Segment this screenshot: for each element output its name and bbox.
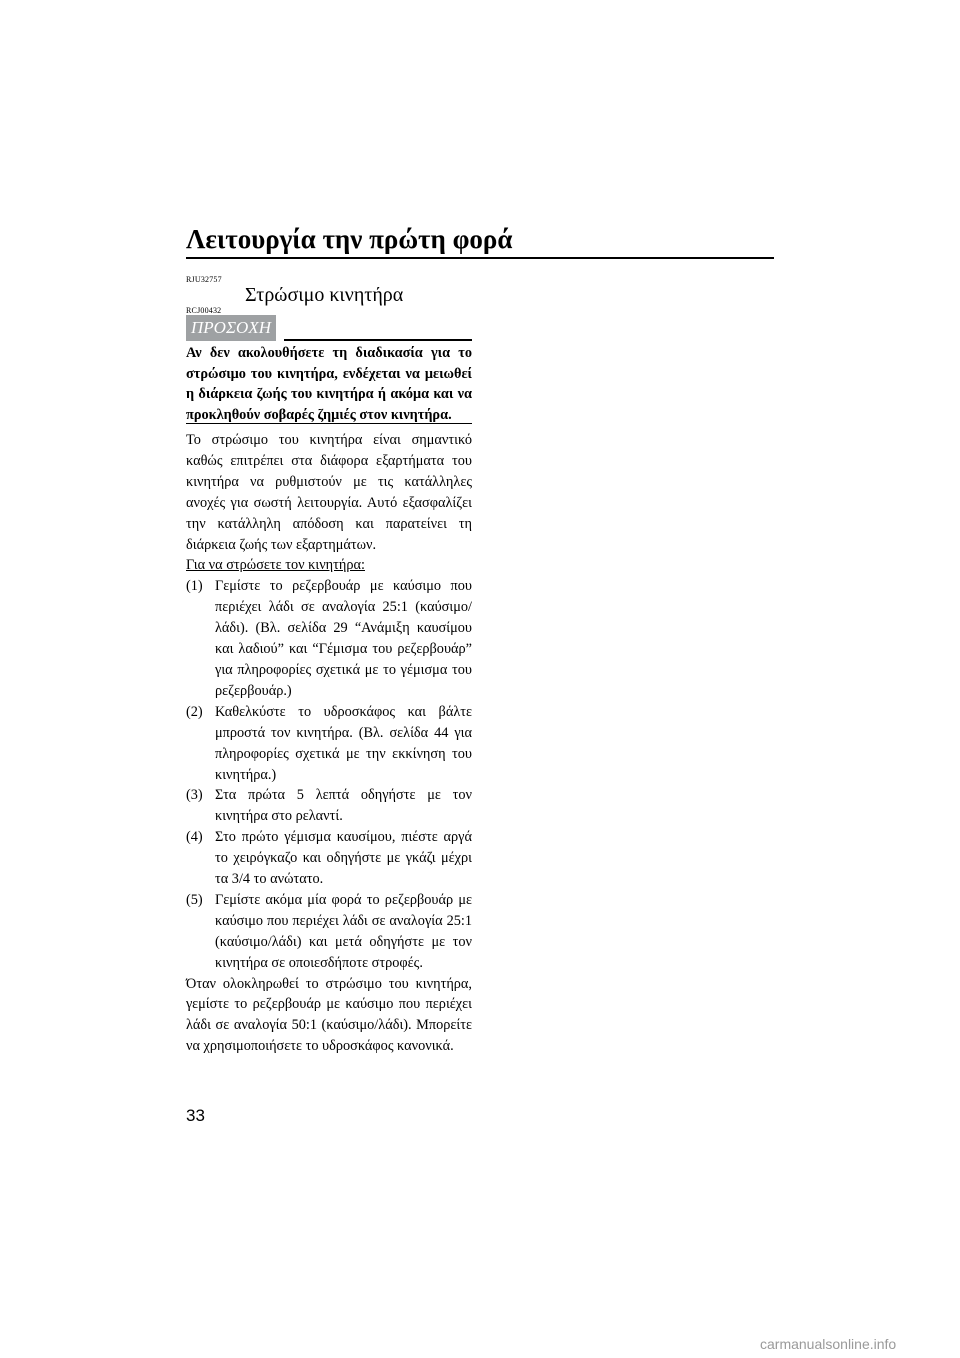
step-number: (2)	[186, 703, 203, 720]
list-item	[186, 785, 472, 827]
body-text	[186, 430, 472, 1057]
procedure-subheading: Για να στρώσετε τον κινητήρα:	[186, 557, 365, 574]
step-text: Γεμίστε ακόμα μία φορά το ρεζερβουάρ με καύσιμο που περιέχει λάδι σε αναλογία 25:1 (καύσιμο/λάδι) και μετά οδηγήστε με τον κινητήρα σε οποιεσδήποτε στροφές.	[215, 891, 472, 971]
intro-paragraph: Το στρώσιμο του κινητήρα είναι σημαντικό καθώς επιτρέπει στα διάφορα εξαρτήματα του κινητήρα να ρυθμιστούν με τις κατάλληλες ανοχές για σωστή λειτουργία. Αυτό εξασφαλίζει την κατάλληλη απόδοση και παρατείνει τη διάρκεια ζωής των εξαρτημάτων.	[186, 432, 472, 553]
list-item	[186, 702, 472, 786]
step-text: Στο πρώτο γέμισμα καυσίμου, πιέστε αργά το χειρόγκαζο και οδηγήστε με γκάζι μέχρι τα 3/4 το ανώτατο.	[215, 829, 472, 888]
list-item	[186, 890, 472, 974]
caution-header	[186, 315, 472, 341]
section-ref-code: RJU32757	[186, 275, 222, 284]
step-number: (1)	[186, 578, 203, 595]
step-text: Στα πρώτα 5 λεπτά οδηγήστε με τον κινητήρα στο ρελαντί.	[215, 787, 472, 825]
step-text: Γεμίστε το ρεζερβουάρ με καύσιμο που περιέχει λάδι σε αναλογία 25:1 (καύσιμο/λάδι). (Βλ. σελίδα 29 “Ανάμιξη καυσίμου και λαδιού” και “Γέμισμα του ρεζερβουάρ” για πληροφορίες σχετικά με το γέμισμα του ρεζερβουάρ.)	[215, 578, 472, 699]
closing-paragraph: Όταν ολοκληρωθεί το στρώσιμο του κινητήρα, γεμίστε το ρεζερβουάρ με καύσιμο που περιέχει λάδι σε αναλογία 50:1 (καύσιμο/λάδι). Μπορείτε να χρησιμοποιήσετε το υδροσκάφος κανονικά.	[186, 975, 472, 1055]
section-title: Στρώσιμο κινητήρα	[245, 284, 404, 306]
caution-badge: ΠΡΟΣΟΧΗ	[186, 315, 276, 341]
caution-bottom-rule	[186, 423, 472, 424]
list-item	[186, 827, 472, 890]
chapter-title: Λειτουργία την πρώτη φορά	[186, 222, 774, 259]
step-number: (4)	[186, 829, 203, 846]
caution-ref-code: RCJ00432	[186, 306, 222, 315]
step-number: (3)	[186, 787, 203, 804]
page-number: 33	[186, 1106, 205, 1125]
caution-rule	[284, 339, 472, 341]
step-number: (5)	[186, 891, 203, 908]
watermark: carmanualsonline.info	[760, 1336, 897, 1352]
procedure-steps	[186, 576, 472, 973]
caution-text: Αν δεν ακολουθήσετε τη διαδικασία για το στρώσιμο του κινητήρα, ενδέχεται να μειωθεί η διάρκεια ζωής του κινητήρα ή ακόμα και να προκληθούν σοβαρές ζημιές στον κινητήρα.	[186, 345, 472, 423]
list-item	[186, 576, 472, 701]
step-text: Καθελκύστε το υδροσκάφος και βάλτε μπροστά τον κινητήρα. (Βλ. σελίδα 44 για πληροφορίες σχετικά με την εκκίνηση του κινητήρα.)	[215, 703, 472, 783]
